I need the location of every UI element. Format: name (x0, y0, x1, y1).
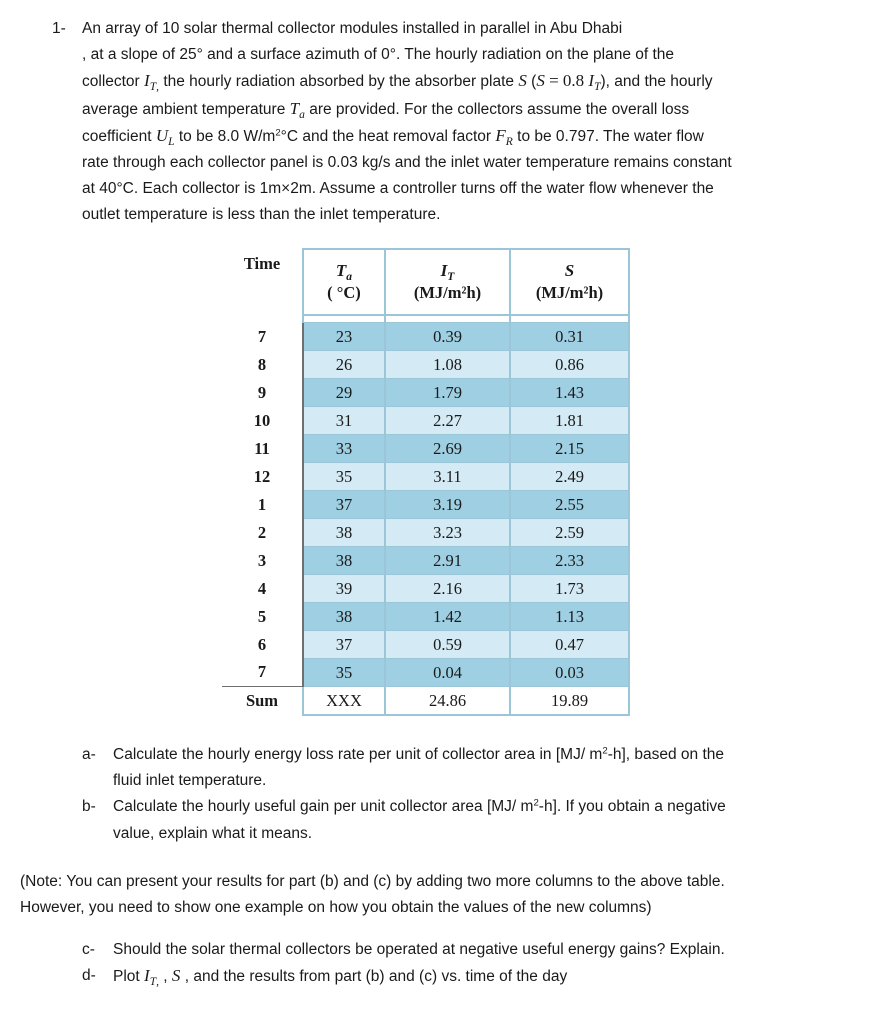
table-header-row (222, 249, 629, 315)
s-cell: 2.55 (510, 491, 629, 519)
it-cell: 1.42 (385, 603, 510, 631)
time-cell: 7 (222, 323, 303, 351)
ta-cell: 31 (303, 407, 385, 435)
table-row (222, 463, 629, 491)
header-it: $I_T$ (MJ/m²h) (385, 249, 510, 315)
s-cell: 1.73 (510, 575, 629, 603)
time-cell: 9 (222, 379, 303, 407)
table-body (222, 323, 629, 716)
sum-ta: XXX (303, 687, 385, 716)
table-row (222, 603, 629, 631)
time-cell: 2 (222, 519, 303, 547)
it-cell: 0.04 (385, 659, 510, 687)
problem-line-4: average ambient temperature $T_a$ are provided. For the collectors assume the overall loss (82, 98, 690, 121)
s-cell: 0.03 (510, 659, 629, 687)
s-cell: 0.86 (510, 351, 629, 379)
time-cell: 10 (222, 407, 303, 435)
time-cell: 7 (222, 659, 303, 687)
table-row (222, 519, 629, 547)
table-row (222, 323, 629, 351)
table-row (222, 575, 629, 603)
it-cell: 1.79 (385, 379, 510, 407)
table-row (222, 491, 629, 519)
sum-s: 19.89 (510, 687, 629, 716)
it-cell: 3.19 (385, 491, 510, 519)
it-cell: 2.69 (385, 435, 510, 463)
header-time: Time (243, 254, 281, 273)
problem-line-8: outlet temperature is less than the inlet temperature. (82, 206, 441, 224)
problem-line-3: collector $I_{T,}$ the hourly radiation absorbed by the absorber plate S (S = 0.8 $I_T$), and the hourly (82, 71, 713, 94)
ta-cell: 23 (303, 323, 385, 351)
s-cell: 2.49 (510, 463, 629, 491)
symbol-it: $I_{T,}$ (144, 71, 160, 94)
problem-statement (52, 16, 842, 229)
questions-ab (82, 742, 822, 847)
table-row (222, 659, 629, 687)
note: (Note: You can present your results for part (b) and (c) by adding two more columns to the above table. However, you need to show one example on how you obtain the values of the new columns) (20, 873, 725, 917)
sum-row (222, 687, 629, 716)
table-row (222, 547, 629, 575)
symbol-ta: $T_a$ (289, 98, 305, 121)
problem-line-6: rate through each collector panel is 0.03 kg/s and the inlet water temperature remains constant (82, 154, 732, 172)
ta-cell: 37 (303, 491, 385, 519)
ta-cell: 37 (303, 631, 385, 659)
time-cell: 8 (222, 351, 303, 379)
time-cell: 5 (222, 603, 303, 631)
radiation-data-table (222, 248, 630, 716)
time-cell: 11 (222, 435, 303, 463)
ta-cell: 35 (303, 659, 385, 687)
ta-cell: 33 (303, 435, 385, 463)
time-cell: 12 (222, 463, 303, 491)
problem-line-2: , at a slope of 25° and a surface azimuth of 0°. The hourly radiation on the plane of the (82, 46, 675, 64)
ta-cell: 35 (303, 463, 385, 491)
ta-cell: 26 (303, 351, 385, 379)
question-d: d- Plot $I_{T,}$ , S , and the results from part (b) and (c) vs. time of the day (82, 966, 568, 989)
s-cell: 2.15 (510, 435, 629, 463)
time-cell: 4 (222, 575, 303, 603)
header-ta: $T_a$ ( °C) (303, 249, 385, 315)
s-cell: 0.31 (510, 323, 629, 351)
s-cell: 2.59 (510, 519, 629, 547)
it-cell: 2.27 (385, 407, 510, 435)
s-cell: 0.47 (510, 631, 629, 659)
table-row (222, 631, 629, 659)
it-cell: 3.11 (385, 463, 510, 491)
ta-cell: 38 (303, 519, 385, 547)
ta-cell: 29 (303, 379, 385, 407)
time-cell: 1 (222, 491, 303, 519)
sum-label: Sum (222, 687, 303, 716)
problem-line-1: An array of 10 solar thermal collector modules installed in parallel in Abu Dhabi (82, 20, 623, 37)
it-cell: 3.23 (385, 519, 510, 547)
ta-cell: 39 (303, 575, 385, 603)
symbol-s: S (518, 71, 527, 91)
time-cell: 3 (222, 547, 303, 575)
it-cell: 0.39 (385, 323, 510, 351)
ta-cell: 38 (303, 603, 385, 631)
symbol-ul: $U_L$ (155, 125, 175, 148)
question-a: a- Calculate the hourly energy loss rate per unit of collector area in [MJ/ $m^2-h$], based on the fluid inlet temperature. (82, 745, 725, 790)
questions-cd (82, 937, 822, 990)
symbol-fr: $F_R$ (495, 125, 513, 148)
problem-body (82, 16, 842, 229)
s-cell: 1.43 (510, 379, 629, 407)
s-cell: 2.33 (510, 547, 629, 575)
table-row (222, 379, 629, 407)
sum-it: 24.86 (385, 687, 510, 716)
table-row (222, 351, 629, 379)
table-row (222, 407, 629, 435)
problem-number: 1- (52, 20, 66, 37)
question-c: c- Should the solar thermal collectors be operated at negative useful energy gains? Explain. (82, 941, 725, 958)
s-cell: 1.13 (510, 603, 629, 631)
time-cell: 6 (222, 631, 303, 659)
it-cell: 0.59 (385, 631, 510, 659)
table-row (222, 435, 629, 463)
question-b: b- Calculate the hourly useful gain per unit collector area [MJ/ $m^2-h$]. If you obtain a negative value, explain what it means. (82, 798, 726, 842)
problem-line-5: coefficient $U_L$ to be 8.0 $W/m^2^\circ C$ and the heat removal factor $F_R$ to be 0.797. The water flow (82, 125, 704, 148)
problem-line-7: at 40°C. Each collector is 1m×2m. Assume a controller turns off the water flow whenever the (82, 180, 714, 198)
s-cell: 1.81 (510, 407, 629, 435)
it-cell: 2.91 (385, 547, 510, 575)
header-s: S (MJ/m²h) (510, 249, 629, 315)
it-cell: 2.16 (385, 575, 510, 603)
it-cell: 1.08 (385, 351, 510, 379)
ta-cell: 38 (303, 547, 385, 575)
